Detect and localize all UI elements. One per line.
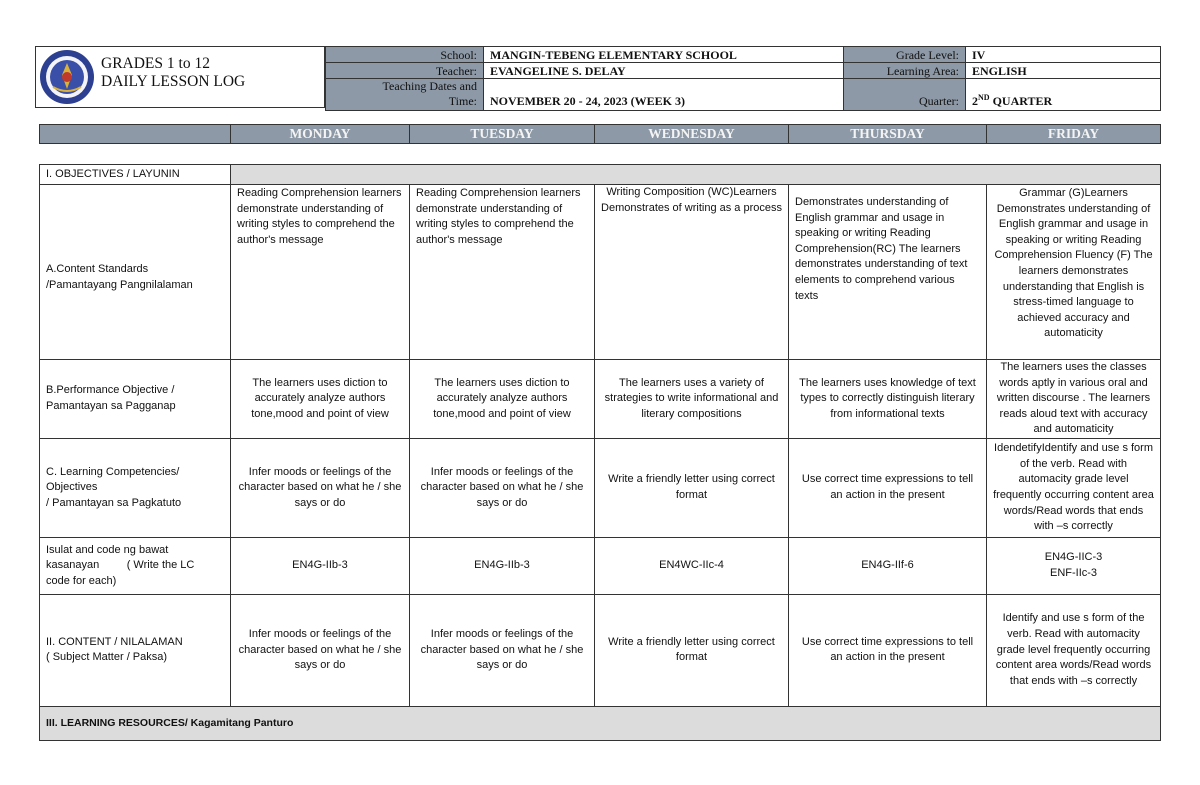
quarter-label: Quarter: [844,79,966,111]
codes-label-line-3: code for each) [46,574,117,587]
performance-label-line-1: B.Performance Objective / [46,384,175,397]
day-header-row [39,124,1161,144]
content-monday: Infer moods or feelings of the character based on what he / she says or do [231,594,410,706]
code-monday: EN4G-IIb-3 [231,537,410,594]
performance-tuesday: The learners uses diction to accurately analyze authors tone,mood and point of view [410,360,595,439]
day-tuesday: TUESDAY [410,125,595,144]
codes-row [40,537,1161,594]
codes-label [40,537,231,594]
deped-seal-icon [39,49,95,105]
content-thursday: Use correct time expressions to tell an action in the present [789,594,987,706]
codes-label-line-2: kasanayan ( Write the LC [46,559,195,572]
content-standards-monday: Reading Comprehension learners demonstrate understanding of writing styles to comprehend the author's message [231,185,410,360]
content-wednesday: Write a friendly letter using correct format [595,594,789,706]
dates-label [326,79,484,111]
content-standards-tuesday: Reading Comprehension learners demonstrate understanding of writing styles to comprehend the author's message [410,185,595,360]
quarter-number: 2 [972,94,978,108]
competencies-row [40,438,1161,537]
grade-label: Grade Level: [844,47,966,63]
competencies-thursday: Use correct time expressions to tell an action in the present [789,438,987,537]
content-standards-label [40,185,231,360]
performance-thursday: The learners uses knowledge of text types to correctly distinguish literary from informational texts [789,360,987,439]
competencies-label-line-1: C. Learning Competencies/ [46,465,180,478]
performance-wednesday: The learners uses a variety of strategies to write informational and literary compositions [595,360,789,439]
content-friday: Identify and use s form of the verb. Read with automacity grade level frequently occurring content area words/Read words that ends with –s correctly [987,594,1161,706]
competencies-tuesday: Infer moods or feelings of the character based on what he / she says or do [410,438,595,537]
school-label: School: [326,47,484,63]
code-wednesday: EN4WC-IIc-4 [595,537,789,594]
content-row [40,594,1161,706]
code-friday: EN4G-IIC-3 ENF-IIc-3 [987,537,1161,594]
objectives-section-row [40,165,1161,185]
quarter-value [966,79,1161,111]
competencies-label-line-2: Objectives [46,481,98,494]
content-section-label: II. CONTENT / NILALAMAN [46,635,183,648]
lesson-table [39,164,1161,741]
resources-section-row [40,706,1161,740]
day-friday: FRIDAY [987,125,1161,144]
header-info-table [325,46,1161,111]
day-monday: MONDAY [231,125,410,144]
content-tuesday: Infer moods or feelings of the character based on what he / she says or do [410,594,595,706]
dates-value: NOVEMBER 20 - 24, 2023 (WEEK 3) [484,79,844,111]
content-standards-label-line-1: A.Content Standards [46,263,149,276]
area-label: Learning Area: [844,63,966,79]
objectives-section-fill [231,165,1161,185]
teacher-label: Teacher: [326,63,484,79]
form-title-block [35,46,325,108]
form-title [101,55,245,91]
codes-label-line-1: Isulat and code ng bawat [46,543,169,556]
content-standards-wednesday: Writing Composition (WC)Learners Demonstrates of writing as a process [595,185,789,360]
day-wednesday: WEDNESDAY [595,125,789,144]
resources-section-label: III. LEARNING RESOURCES/ Kagamitang Panturo [40,706,1161,740]
content-label [40,594,231,706]
competencies-label-line-3: / Pamantayan sa Pagkatuto [46,496,182,509]
performance-label-line-2: Pamantayan sa Pagganap [46,399,176,412]
competencies-wednesday: Write a friendly letter using correct format [595,438,789,537]
content-section-sublabel: ( Subject Matter / Paksa) [46,651,168,664]
quarter-suffix: ND [978,93,990,102]
title-line-2: DAILY LESSON LOG [101,73,246,90]
area-value: ENGLISH [966,63,1161,79]
competencies-friday: IdendetifyIdentify and use s form of the verb. Read with automacity grade level frequently occurring content area words/Read words that ends with –s correctly [987,438,1161,537]
day-thursday: THURSDAY [789,125,987,144]
day-header-blank [40,125,231,144]
competencies-monday: Infer moods or feelings of the character based on what he / she says or do [231,438,410,537]
content-standards-thursday: Demonstrates understanding of English grammar and usage in speaking or writing Reading Comprehension(RC) The learners demonstrates understanding of text elements to comprehend various texts [789,185,987,360]
objectives-section-label: I. OBJECTIVES / LAYUNIN [40,165,231,185]
grade-value: IV [966,47,1161,63]
performance-monday: The learners uses diction to accurately analyze authors tone,mood and point of view [231,360,410,439]
content-standards-label-line-2: /Pamantayang Pangnilalaman [46,279,193,291]
title-line-1: GRADES 1 to 12 [101,55,210,72]
quarter-text: QUARTER [989,94,1053,108]
performance-label [40,360,231,439]
dates-label-line-1: Teaching Dates and [382,79,477,93]
performance-friday: The learners uses the classes words aptly in various oral and written discourse . The learners reads aloud text with accuracy and automaticity [987,360,1161,439]
content-standards-row [40,185,1161,360]
code-thursday: EN4G-IIf-6 [789,537,987,594]
code-tuesday: EN4G-IIb-3 [410,537,595,594]
teacher-value: EVANGELINE S. DELAY [484,63,844,79]
content-standards-friday: Grammar (G)Learners Demonstrates understanding of English grammar and usage in speaking or writing Reading Comprehension Fluency (F) The learners demonstrates understanding that English is stress-timed language to achieved accuracy and automaticity [987,185,1161,360]
performance-row [40,360,1161,439]
competencies-label [40,438,231,537]
school-value: MANGIN-TEBENG ELEMENTARY SCHOOL [484,47,844,63]
dates-label-line-2: Time: [448,94,477,108]
